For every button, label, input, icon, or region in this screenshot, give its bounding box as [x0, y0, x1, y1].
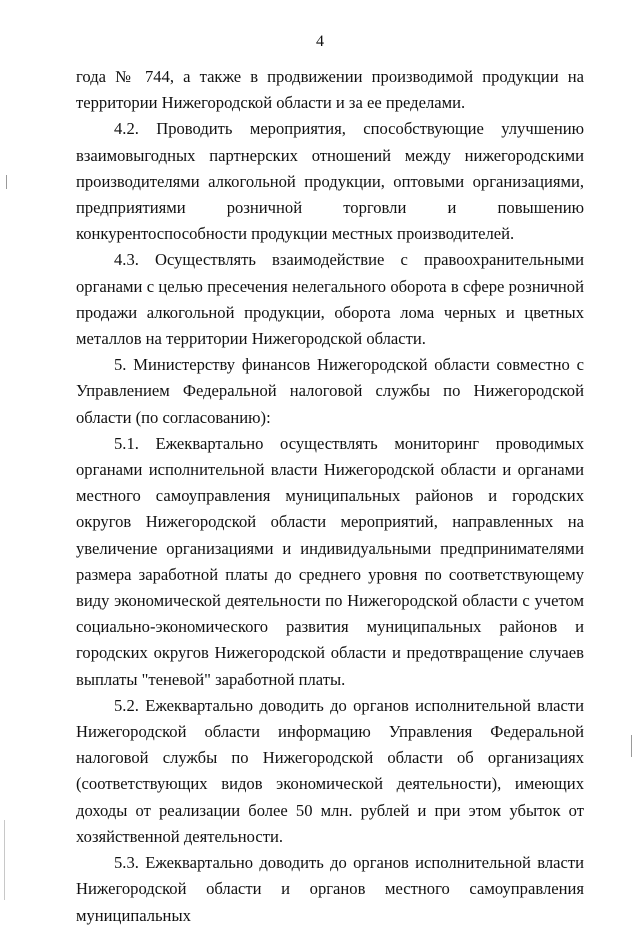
scan-artifact-left-bottom: [4, 820, 5, 900]
paragraph-5-3: 5.3. Ежеквартально доводить до органов исполнительной власти Нижегородской области и органов местного самоуправления муниципальных: [76, 853, 584, 925]
page-number: 4: [316, 33, 324, 50]
document-body: [76, 64, 584, 929]
paragraph-continuation: года № 744, а также в продвижении производимой продукции на территории Нижегородской области и за ее пределами.: [76, 67, 584, 113]
paragraph-4-2: 4.2. Проводить мероприятия, способствующие улучшению взаимовыгодных партнерских отношений между нижегородскими производителями алкогольной продукции, оптовыми организациями, предприятиями розничной торговли и повышению конкурентоспособности продукции местных производителей.: [76, 119, 584, 244]
scan-artifact-left: [6, 175, 7, 189]
paragraph-5: 5. Министерству финансов Нижегородской области совместно с Управлением Федеральной налоговой службы по Нижегородской области (по согласованию):: [76, 355, 584, 427]
paragraph-5-1: 5.1. Ежеквартально осуществлять мониторинг проводимых органами исполнительной власти Нижегородской области и органами местного самоуправления муниципальных районов и городских округов Нижегородской области мероприятий, направленных на увеличение организациями и индивидуальными предпринимателями размера заработной платы до среднего уровня по соответствующему виду экономической деятельности по Нижегородской области с учетом социально-экономического развития муниципальных районов и городских округов Нижегородской области и предотвращение случаев выплаты "теневой" заработной платы.: [76, 433, 584, 689]
paragraph-4-3: 4.3. Осуществлять взаимодействие с правоохранительными органами с целью пресечения нелегального оборота в сфере розничной продажи алкогольной продукции, оборота лома черных и цветных металлов на территории Нижегородской области.: [76, 250, 584, 349]
paragraph-5-2: 5.2. Ежеквартально доводить до органов исполнительной власти Нижегородской области информацию Управления Федеральной налоговой службы по Нижегородской области об организациях (соответствующих видов экономической деятельности), имеющих доходы от реализации более 50 млн. рублей и при этом убыток от хозяйственной деятельности.: [76, 695, 584, 846]
scan-artifact-right: [631, 735, 632, 757]
